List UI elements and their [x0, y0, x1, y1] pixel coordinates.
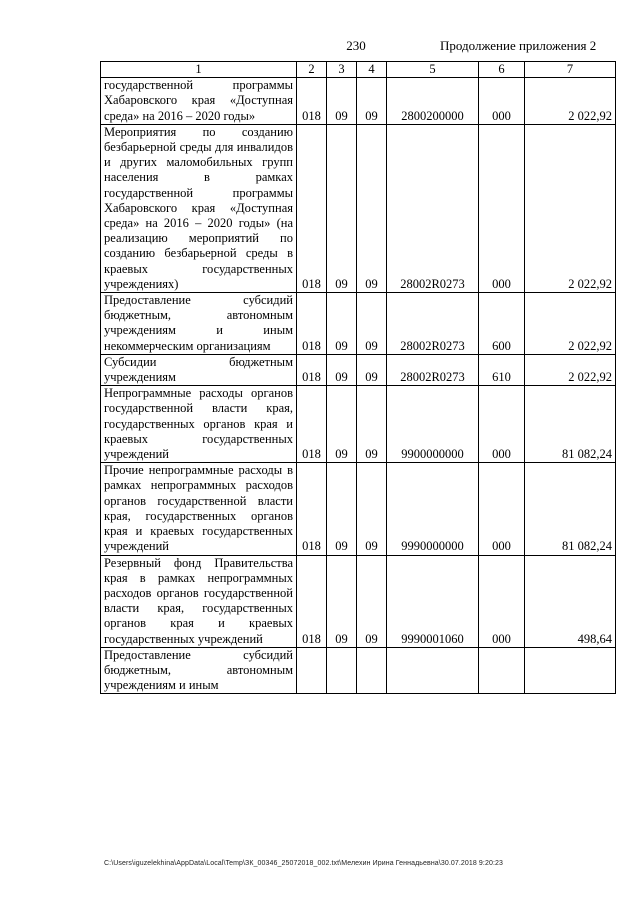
cell-ministry-code: 018: [297, 354, 327, 385]
cell-ministry-code: 018: [297, 78, 327, 125]
cell-expense-type: 000: [479, 463, 525, 555]
cell-ministry-code: 018: [297, 124, 327, 292]
budget-table: [100, 61, 616, 694]
column-header: 4: [357, 62, 387, 78]
cell-ministry-code: [297, 647, 327, 694]
row-description: Резервный фонд Правительства края в рамках непрограммных расходов органов государственной власти края, государственных органов края и краевых государственных учреждений: [101, 555, 297, 647]
column-header: 2: [297, 62, 327, 78]
cell-section-code: 09: [327, 293, 357, 355]
cell-amount: 498,64: [525, 555, 616, 647]
cell-expense-type: 600: [479, 293, 525, 355]
table-row: [101, 354, 616, 385]
cell-target-article: 9990000000: [387, 463, 479, 555]
cell-section-code: 09: [327, 463, 357, 555]
column-header: 1: [101, 62, 297, 78]
continuation-label: Продолжение приложения 2: [440, 38, 597, 53]
table-row: [101, 293, 616, 355]
cell-amount: 2 022,92: [525, 293, 616, 355]
cell-target-article: 28002R0273: [387, 124, 479, 292]
column-header: 6: [479, 62, 525, 78]
cell-subsection-code: 09: [357, 555, 387, 647]
cell-expense-type: 000: [479, 555, 525, 647]
table-row: [101, 78, 616, 125]
row-description: Прочие непрограммные расходы в рамках непрограммных расходов органов государственной власти края, государственных органов края и краевых государственных учреждений: [101, 463, 297, 555]
cell-ministry-code: 018: [297, 386, 327, 463]
cell-section-code: 09: [327, 354, 357, 385]
column-header: 7: [525, 62, 616, 78]
column-header: 5: [387, 62, 479, 78]
cell-target-article: 2800200000: [387, 78, 479, 125]
cell-expense-type: 000: [479, 78, 525, 125]
cell-subsection-code: 09: [357, 78, 387, 125]
cell-section-code: 09: [327, 78, 357, 125]
row-description: Непрограммные расходы органов государственной власти края, государственных органов края и краевых государственных учреждений: [101, 386, 297, 463]
cell-section-code: 09: [327, 555, 357, 647]
cell-section-code: 09: [327, 386, 357, 463]
cell-subsection-code: 09: [357, 293, 387, 355]
table-row: [101, 124, 616, 292]
cell-subsection-code: 09: [357, 354, 387, 385]
cell-amount: 2 022,92: [525, 354, 616, 385]
cell-expense-type: 000: [479, 386, 525, 463]
cell-ministry-code: 018: [297, 555, 327, 647]
page-number: 230: [346, 38, 366, 53]
row-description: Предоставление субсидий бюджетным, автономным учреждениям и иным некоммерческим организациям: [101, 293, 297, 355]
cell-ministry-code: 018: [297, 293, 327, 355]
cell-target-article: 28002R0273: [387, 354, 479, 385]
cell-subsection-code: 09: [357, 124, 387, 292]
row-description: Мероприятия по созданию безбарьерной среды для инвалидов и других маломобильных групп населения в рамках государственной программы Хабаровского края «Доступная среда» на 2016 – 2020 годы» (на реализацию мероприятий по созданию безбарьерной среды в краевых государственных учреждениях): [101, 124, 297, 292]
cell-amount: [525, 647, 616, 694]
cell-amount: 81 082,24: [525, 386, 616, 463]
cell-amount: 81 082,24: [525, 463, 616, 555]
table-row: [101, 555, 616, 647]
cell-ministry-code: 018: [297, 463, 327, 555]
row-description: Субсидии бюджетным учреждениям: [101, 354, 297, 385]
cell-section-code: [327, 647, 357, 694]
file-path-footer: C:\Users\iguzelekhina\AppData\Local\Temp\ЗК_00346_25072018_002.txt\Мелехин Ирина Геннадьевна\30.07.2018 9:20:23: [104, 860, 503, 867]
cell-target-article: 9990001060: [387, 555, 479, 647]
cell-amount: 2 022,92: [525, 124, 616, 292]
cell-subsection-code: 09: [357, 386, 387, 463]
cell-subsection-code: [357, 647, 387, 694]
cell-expense-type: 610: [479, 354, 525, 385]
column-header: 3: [327, 62, 357, 78]
cell-section-code: 09: [327, 124, 357, 292]
cell-amount: 2 022,92: [525, 78, 616, 125]
cell-target-article: 9900000000: [387, 386, 479, 463]
table-row: [101, 386, 616, 463]
table-row: [101, 463, 616, 555]
cell-expense-type: [479, 647, 525, 694]
cell-expense-type: 000: [479, 124, 525, 292]
row-description: Предоставление субсидий бюджетным, автономным учреждениям и иным: [101, 647, 297, 694]
cell-target-article: [387, 647, 479, 694]
cell-target-article: 28002R0273: [387, 293, 479, 355]
table-header-row: [101, 62, 616, 78]
cell-subsection-code: 09: [357, 463, 387, 555]
table-row: [101, 647, 616, 694]
row-description: государственной программы Хабаровского края «Доступная среда» на 2016 – 2020 годы»: [101, 78, 297, 125]
